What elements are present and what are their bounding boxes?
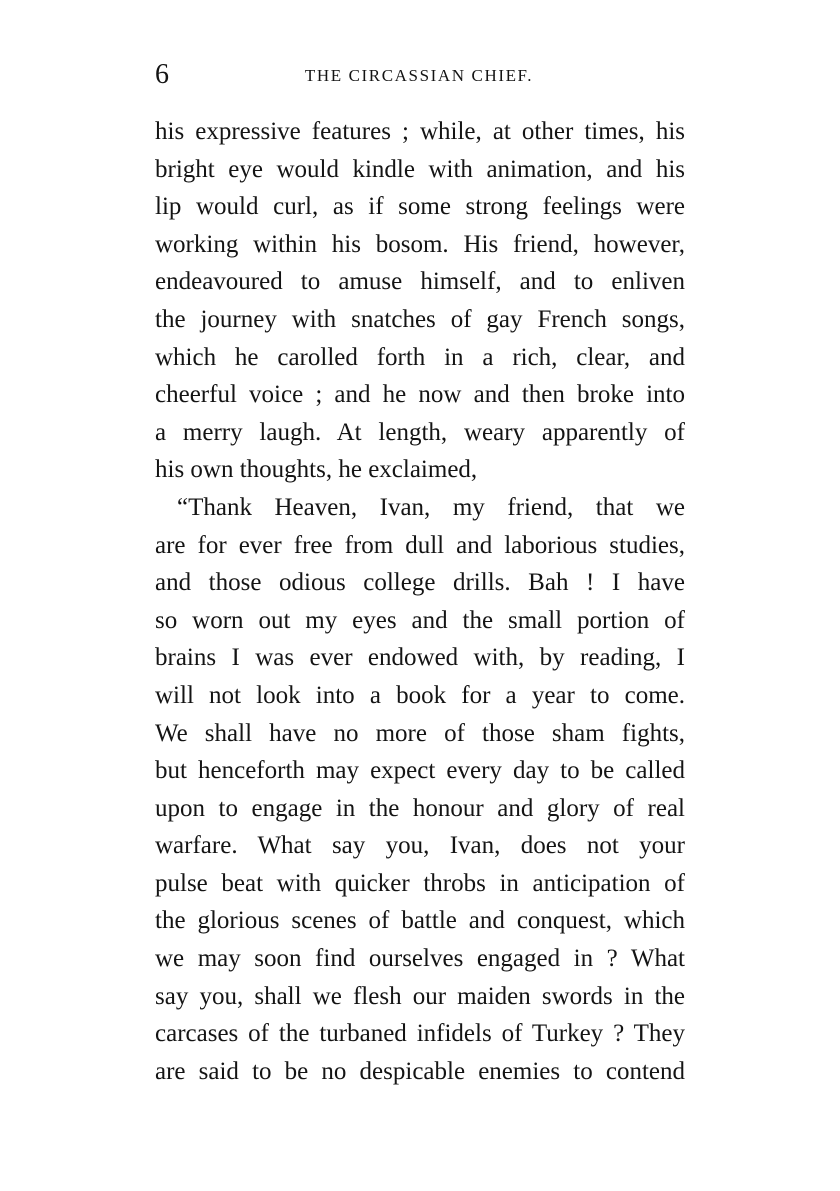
text-line: the journey with snatches of gay French songs, (155, 305, 685, 333)
page-header (155, 58, 683, 92)
paragraph-2 (155, 489, 685, 1091)
text-line: will not look into a book for a year to come. (155, 681, 685, 709)
text-line: are for ever free from dull and laborious studies, (155, 531, 685, 559)
text-line: upon to engage in the honour and glory of real (155, 794, 685, 822)
text-line: cheerful voice ; and he now and then broke into (155, 381, 685, 409)
text-line: the glorious scenes of battle and conquest, which (155, 907, 685, 935)
text-line: warfare. What say you, Ivan, does not your (155, 832, 685, 860)
text-line: and those odious college drills. Bah ! I have (155, 569, 685, 597)
text-line: We shall have no more of those sham fights, (155, 719, 685, 747)
text-line: bright eye would kindle with animation, and his (155, 155, 685, 183)
text-line: a merry laugh. At length, weary apparently of (155, 418, 685, 446)
text-line: brains I was ever endowed with, by reading, I (155, 644, 685, 672)
running-title: THE CIRCASSIAN CHIEF. (304, 66, 534, 85)
text-line: pulse beat with quicker throbs in anticipation of (155, 869, 685, 897)
text-line: “Thank Heaven, Ivan, my friend, that we (177, 493, 685, 521)
body-text (155, 113, 685, 1090)
text-line: which he carolled forth in a rich, clear, and (155, 343, 685, 371)
text-line: lip would curl, as if some strong feelings were (155, 193, 685, 221)
text-line: endeavoured to amuse himself, and to enliven (155, 268, 685, 296)
text-line: so worn out my eyes and the small portion of (155, 606, 685, 634)
text-line: say you, shall we flesh our maiden swords in the (155, 982, 685, 1010)
text-line: but henceforth may expect every day to be called (155, 757, 685, 785)
text-line: working within his bosom. His friend, however, (155, 230, 685, 258)
text-line: his own thoughts, he exclaimed, (155, 456, 478, 484)
text-line: carcases of the turbaned infidels of Turkey ? They (155, 1020, 685, 1048)
page-number: 6 (155, 59, 169, 90)
text-line: are said to be no despicable enemies to contend (155, 1057, 685, 1085)
paragraph-1 (155, 113, 685, 489)
text-line: his expressive features ; while, at other times, his (155, 118, 685, 145)
text-line: we may soon find ourselves engaged in ? What (155, 945, 685, 973)
